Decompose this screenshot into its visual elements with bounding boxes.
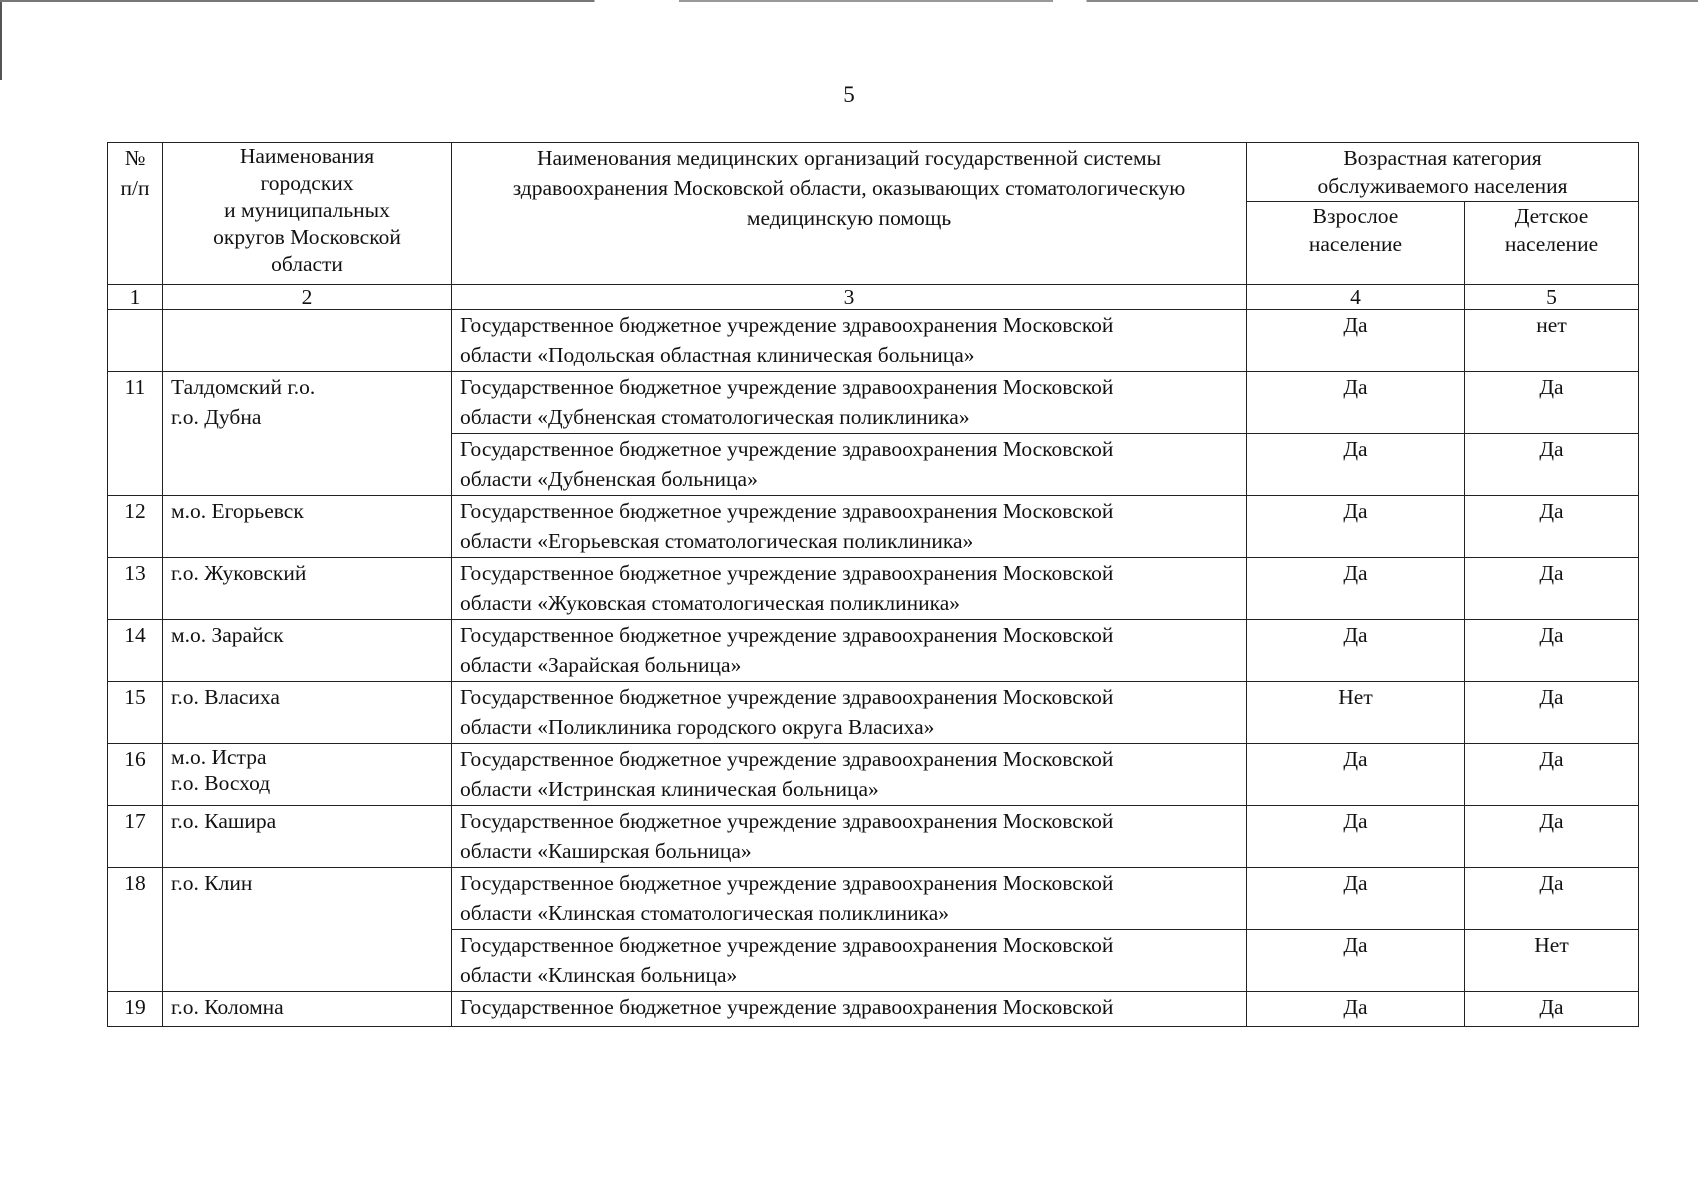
row-number: 13 — [108, 558, 163, 620]
org-cell: Государственное бюджетное учреждение здравоохранения Московской области «Поликлиника городского округа Власиха» — [452, 682, 1247, 744]
district-cell — [163, 310, 452, 372]
district-cell: м.о. Истра г.о. Восход — [163, 744, 452, 806]
adult-cell: Нет — [1247, 682, 1465, 744]
page-number: 5 — [843, 82, 855, 107]
header-col-adult: Взрослое население — [1247, 202, 1465, 285]
row-number: 11 — [108, 372, 163, 496]
column-number: 2 — [163, 285, 452, 310]
adult-cell: Да — [1247, 744, 1465, 806]
row-number: 12 — [108, 496, 163, 558]
row-number: 15 — [108, 682, 163, 744]
adult-cell: Да — [1247, 868, 1465, 930]
adult-cell: Да — [1247, 434, 1465, 496]
adult-cell: Да — [1247, 930, 1465, 992]
header-col-child: Детское население — [1465, 202, 1639, 285]
column-number: 1 — [108, 285, 163, 310]
table-row — [108, 558, 1639, 620]
header-row — [108, 143, 1639, 202]
child-cell: Нет — [1465, 930, 1639, 992]
child-cell: Да — [1465, 868, 1639, 930]
adult-cell: Да — [1247, 806, 1465, 868]
org-cell: Государственное бюджетное учреждение здравоохранения Московской области «Клинская стоматологическая поликлиника» — [452, 868, 1247, 930]
scan-edge-top — [0, 0, 1698, 2]
org-cell: Государственное бюджетное учреждение здравоохранения Московской области «Дубненская больница» — [452, 434, 1247, 496]
org-cell: Государственное бюджетное учреждение здравоохранения Московской области «Дубненская стоматологическая поликлиника» — [452, 372, 1247, 434]
district-cell: г.о. Жуковский — [163, 558, 452, 620]
row-number: 18 — [108, 868, 163, 992]
district-cell: г.о. Клин — [163, 868, 452, 992]
header-col-no: № п/п — [108, 143, 163, 285]
table-row — [108, 496, 1639, 558]
child-cell: Да — [1465, 992, 1639, 1027]
adult-cell: Да — [1247, 558, 1465, 620]
child-cell: Да — [1465, 558, 1639, 620]
district-cell: м.о. Егорьевск — [163, 496, 452, 558]
table-row — [108, 310, 1639, 372]
district-cell: г.о. Власиха — [163, 682, 452, 744]
adult-cell: Да — [1247, 372, 1465, 434]
org-cell: Государственное бюджетное учреждение здравоохранения Московской области «Жуковская стоматологическая поликлиника» — [452, 558, 1247, 620]
org-cell: Государственное бюджетное учреждение здравоохранения Московской области «Зарайская больница» — [452, 620, 1247, 682]
child-cell: нет — [1465, 310, 1639, 372]
row-number: 17 — [108, 806, 163, 868]
row-number: 16 — [108, 744, 163, 806]
district-cell: Талдомский г.о. г.о. Дубна — [163, 372, 452, 496]
row-number: 14 — [108, 620, 163, 682]
child-cell: Да — [1465, 434, 1639, 496]
child-cell: Да — [1465, 744, 1639, 806]
header-col-district: Наименования городских и муниципальных округов Московской области — [163, 143, 452, 285]
table-row — [108, 682, 1639, 744]
column-number: 4 — [1247, 285, 1465, 310]
row-number — [108, 310, 163, 372]
header-col-org: Наименования медицинских организаций государственной системы здравоохранения Московской области, оказывающих стоматологическую медицинскую помощь — [452, 143, 1247, 285]
org-cell: Государственное бюджетное учреждение здравоохранения Московской области «Каширская больница» — [452, 806, 1247, 868]
district-cell: м.о. Зарайск — [163, 620, 452, 682]
child-cell: Да — [1465, 682, 1639, 744]
table-row — [108, 620, 1639, 682]
row-number: 19 — [108, 992, 163, 1027]
scan-edge-left — [0, 0, 2, 80]
table-row — [108, 868, 1639, 930]
child-cell: Да — [1465, 806, 1639, 868]
column-number: 5 — [1465, 285, 1639, 310]
adult-cell: Да — [1247, 620, 1465, 682]
table-row — [108, 372, 1639, 434]
child-cell: Да — [1465, 372, 1639, 434]
column-number-row — [108, 285, 1639, 310]
adult-cell: Да — [1247, 310, 1465, 372]
org-cell: Государственное бюджетное учреждение здравоохранения Московской области «Истринская клиническая больница» — [452, 744, 1247, 806]
adult-cell: Да — [1247, 496, 1465, 558]
header-col-age-group: Возрастная категория обслуживаемого населения — [1247, 143, 1639, 202]
district-cell: г.о. Коломна — [163, 992, 452, 1027]
org-cell: Государственное бюджетное учреждение здравоохранения Московской области «Подольская областная клиническая больница» — [452, 310, 1247, 372]
org-cell: Государственное бюджетное учреждение здравоохранения Московской области «Егорьевская стоматологическая поликлиника» — [452, 496, 1247, 558]
clinics-table — [107, 142, 1639, 1027]
table-row — [108, 806, 1639, 868]
org-cell: Государственное бюджетное учреждение здравоохранения Московской области «Клинская больница» — [452, 930, 1247, 992]
table-row — [108, 744, 1639, 806]
child-cell: Да — [1465, 620, 1639, 682]
org-cell: Государственное бюджетное учреждение здравоохранения Московской — [452, 992, 1247, 1027]
column-number: 3 — [452, 285, 1247, 310]
table-row — [108, 992, 1639, 1027]
adult-cell: Да — [1247, 992, 1465, 1027]
district-cell: г.о. Кашира — [163, 806, 452, 868]
child-cell: Да — [1465, 496, 1639, 558]
